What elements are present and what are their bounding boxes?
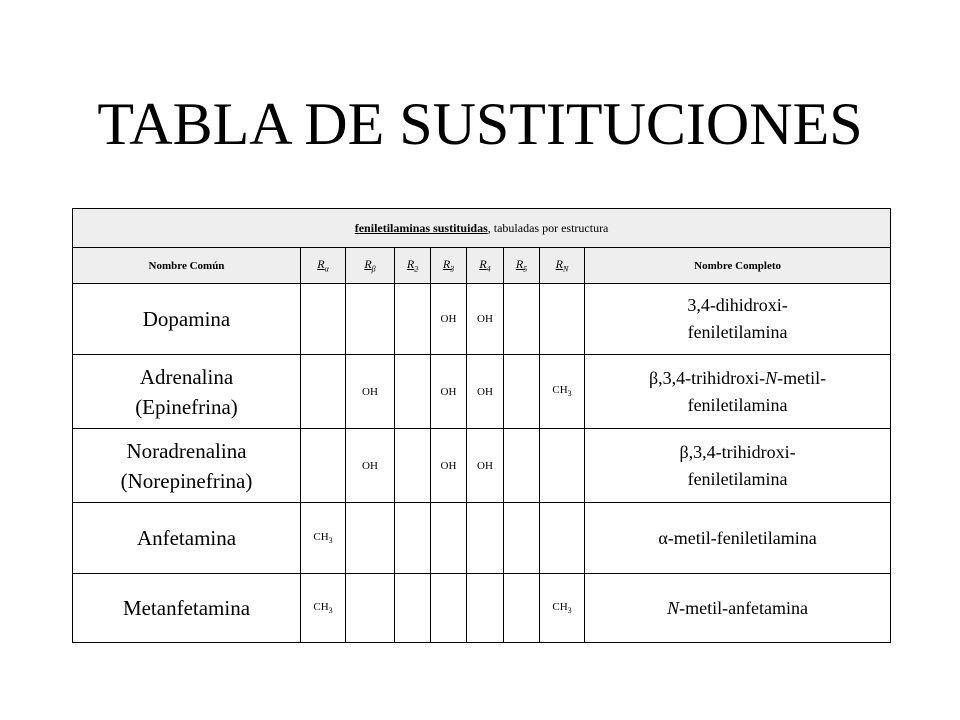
r3-cell: OH	[431, 429, 467, 503]
r-beta-cell: OH	[346, 429, 395, 503]
page-title: TABLA DE SUSTITUCIONES	[97, 91, 863, 157]
r3-cell: OH	[431, 284, 467, 355]
header-r4: $R_4$	[467, 248, 504, 284]
header-rn: $R_N$	[540, 248, 585, 284]
r2-cell	[395, 574, 431, 643]
r2-cell	[395, 355, 431, 429]
r4-cell: OH	[467, 429, 504, 503]
r3-cell	[431, 503, 467, 574]
full-name-cell: β,3,4-trihidroxi-N-metil- feniletilamina	[585, 355, 891, 429]
header-r-alpha: $R_\alpha$	[301, 248, 346, 284]
r3-cell: OH	[431, 355, 467, 429]
header-r2: $R_2$	[395, 248, 431, 284]
r5-cell	[504, 429, 540, 503]
substitution-table	[72, 208, 891, 643]
r-alpha-cell	[301, 284, 346, 355]
common-name-cell: Adrenalina (Epinefrina)	[73, 355, 301, 429]
caption-bold: feniletilaminas sustituidas	[354, 220, 488, 235]
r-alpha-cell: $CH_3$	[301, 503, 346, 574]
header-r-beta: $R_\beta$	[346, 248, 395, 284]
rn-cell	[540, 284, 585, 355]
table-row	[73, 355, 891, 429]
common-name-cell: Anfetamina	[73, 503, 301, 574]
table-row	[73, 503, 891, 574]
full-name-cell: 3,4-dihidroxi- feniletilamina	[585, 284, 891, 355]
caption-rest: , tabuladas por estructura	[487, 220, 609, 235]
header-row	[73, 248, 891, 284]
common-name-cell: Metanfetamina	[73, 574, 301, 643]
r5-cell	[504, 355, 540, 429]
full-name-cell: N-metil-anfetamina	[585, 574, 891, 643]
r4-cell: OH	[467, 355, 504, 429]
r4-cell: OH	[467, 284, 504, 355]
rn-cell	[540, 429, 585, 503]
full-name-cell: α-metil-feniletilamina	[585, 503, 891, 574]
table-row	[73, 574, 891, 643]
rn-cell: $CH_3$	[540, 355, 585, 429]
common-name-cell: Dopamina	[73, 284, 301, 355]
r-beta-cell	[346, 574, 395, 643]
header-r3: $R_3$	[431, 248, 467, 284]
r-alpha-cell	[301, 429, 346, 503]
r5-cell	[504, 284, 540, 355]
r-beta-cell: OH	[346, 355, 395, 429]
r2-cell	[395, 429, 431, 503]
table-row	[73, 284, 891, 355]
r-beta-cell	[346, 284, 395, 355]
r3-cell	[431, 574, 467, 643]
header-full-name: Nombre Completo	[585, 248, 891, 284]
r4-cell	[467, 574, 504, 643]
full-name-cell: β,3,4-trihidroxi- feniletilamina	[585, 429, 891, 503]
caption-row	[73, 209, 891, 248]
common-name-cell: Noradrenalina (Norepinefrina)	[73, 429, 301, 503]
r4-cell	[467, 503, 504, 574]
r5-cell	[504, 503, 540, 574]
r5-cell	[504, 574, 540, 643]
r-alpha-cell: $CH_3$	[301, 574, 346, 643]
rn-cell	[540, 503, 585, 574]
r-alpha-cell	[301, 355, 346, 429]
r2-cell	[395, 503, 431, 574]
rn-cell: $CH_3$	[540, 574, 585, 643]
table-caption	[73, 209, 891, 248]
r2-cell	[395, 284, 431, 355]
table-row	[73, 429, 891, 503]
header-r5: $R_5$	[504, 248, 540, 284]
r-beta-cell	[346, 503, 395, 574]
header-common-name: Nombre Común	[73, 248, 301, 284]
